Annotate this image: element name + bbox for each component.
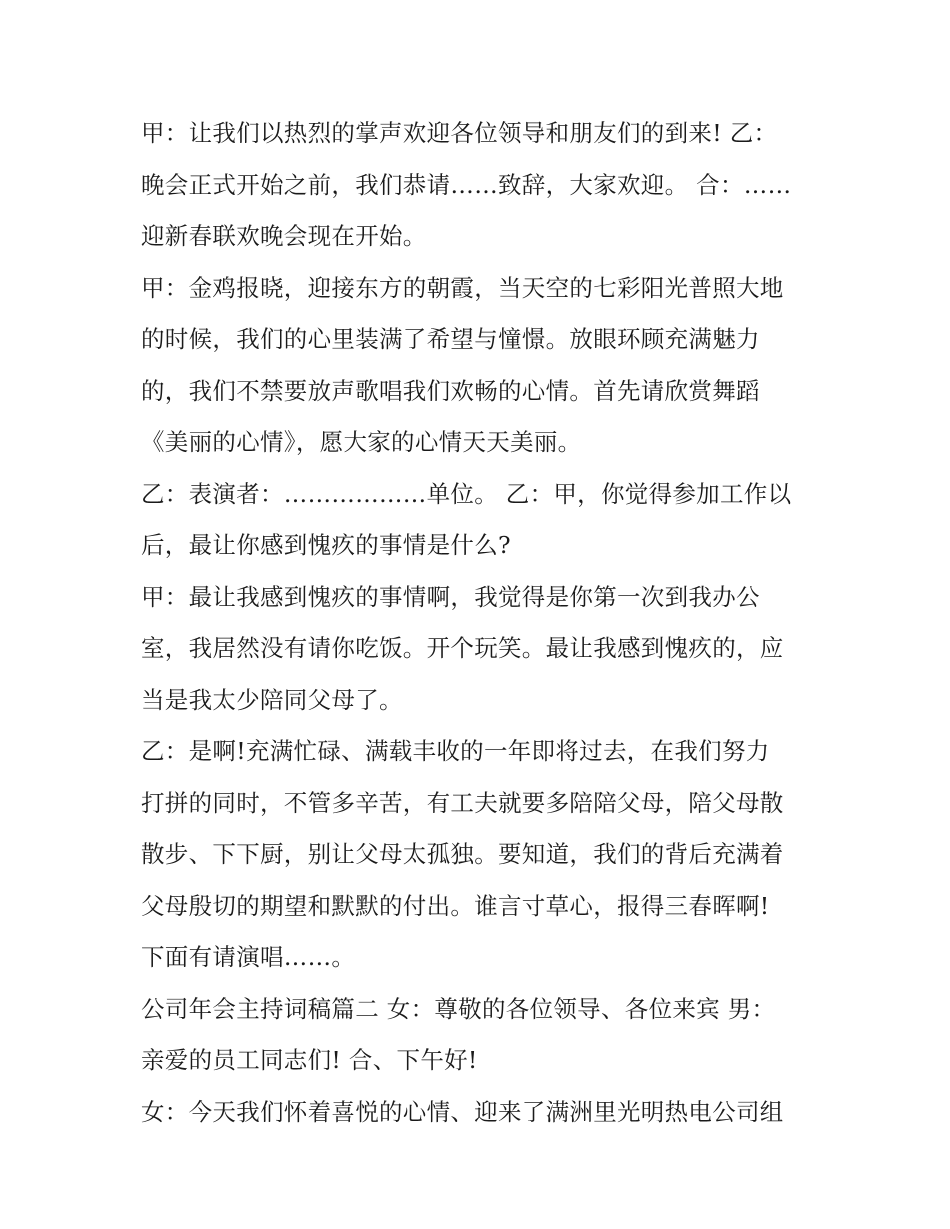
text-line-12: 当是我太少陪同父母了。 — [141, 685, 403, 714]
text-line-4: 甲：金鸡报晓，迎接东方的朝霞，当天空的七彩阳光普照大地 — [141, 273, 784, 302]
text-line-10: 甲：最让我感到愧疚的事情啊，我觉得是你第一次到我办公 — [141, 582, 760, 611]
text-line-9: 后，最让你感到愧疚的事情是什么? — [141, 531, 511, 559]
text-line-7: 《美丽的心情》，愿大家的心情天天美丽。 — [141, 428, 582, 456]
text-line-1: 甲：让我们以热烈的掌声欢迎各位领导和朋友们的到来! 乙： — [141, 119, 778, 147]
document-text-body — [141, 108, 821, 1138]
text-line-18: 公司年会主持词稿篇二 女：尊敬的各位领导、各位来宾 男： — [141, 994, 776, 1023]
text-line-20: 女：今天我们怀着喜悦的心情、迎来了满洲里光明热电公司组 — [141, 1097, 784, 1126]
text-line-14: 打拼的同时，不管多辛苦，有工夫就要多陪陪父母，陪父母散 — [141, 788, 784, 817]
text-line-6: 的，我们不禁要放声歌唱我们欢畅的心情。首先请欣赏舞蹈 — [141, 376, 760, 405]
text-line-19: 亲爱的员工同志们! 合、下午好! — [141, 1046, 478, 1074]
text-line-15: 散步、下下厨，别让父母太孤独。要知道，我们的背后充满着 — [141, 840, 784, 868]
text-line-11: 室，我居然没有请你吃饭。开个玩笑。最让我感到愧疚的，应 — [141, 634, 784, 662]
text-line-2: 晚会正式开始之前，我们恭请……致辞，大家欢迎。 合：…… — [141, 170, 792, 199]
text-line-5: 的时候，我们的心里装满了希望与憧憬。放眼环顾充满魅力 — [141, 325, 760, 353]
text-line-8: 乙：表演者：………………单位。 乙：甲，你觉得参加工作以 — [141, 479, 792, 508]
text-line-3: 迎新春联欢晚会现在开始。 — [141, 222, 427, 250]
text-line-16: 父母殷切的期望和默默的付出。谁言寸草心，报得三春晖啊! — [141, 891, 770, 920]
text-line-13: 乙：是啊!充满忙碌、满载丰收的一年即将过去，在我们努力 — [141, 737, 770, 765]
text-line-17: 下面有请演唱……。 — [141, 943, 356, 971]
